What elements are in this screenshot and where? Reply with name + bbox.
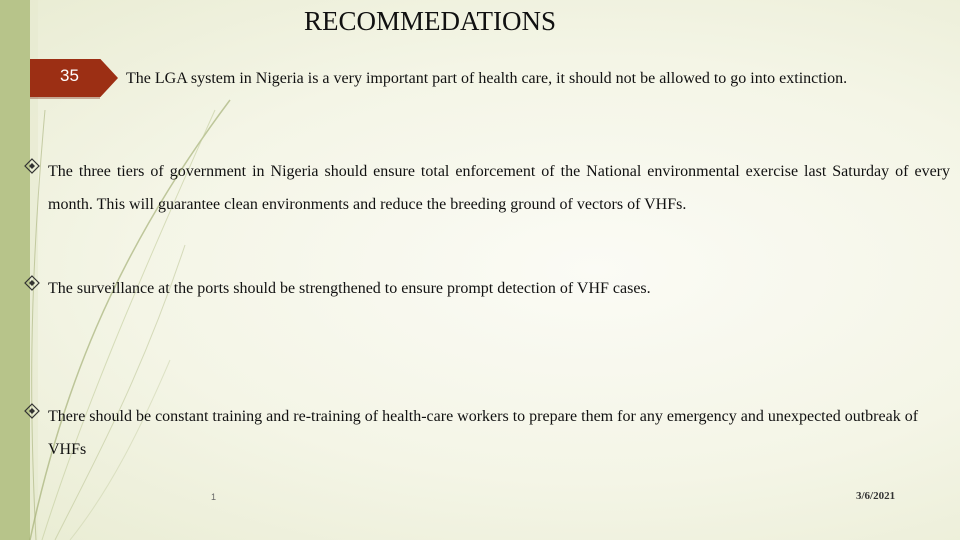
slide-number: 35 [60, 66, 79, 85]
bullet-text: There should be constant training and re-training of health-care workers to prepare them for any emergency and unexpected outbreak of VHFs [48, 408, 919, 458]
diamond-bullet-icon [24, 158, 40, 174]
footer-page-number: 1 [211, 492, 217, 502]
page-title: RECOMMEDATIONS [303, 6, 557, 36]
bullet-text: The surveillance at the ports should be strengthened to ensure prompt detection of VHF cases. [48, 280, 651, 297]
bullet-text: The three tiers of government in Nigeria should ensure total enforcement of the National environmental exercise last Saturday of every month. This will guarantee clean environments and reduce the breeding ground of vectors of VHFs. [48, 163, 950, 213]
diamond-bullet-icon [24, 275, 40, 291]
diamond-bullet-icon [24, 403, 40, 419]
intro-text: The LGA system in Nigeria is a very important part of health care, it should not be allowed to go into extinction. [126, 70, 848, 87]
footer-date: 3/6/2021 [856, 490, 896, 502]
